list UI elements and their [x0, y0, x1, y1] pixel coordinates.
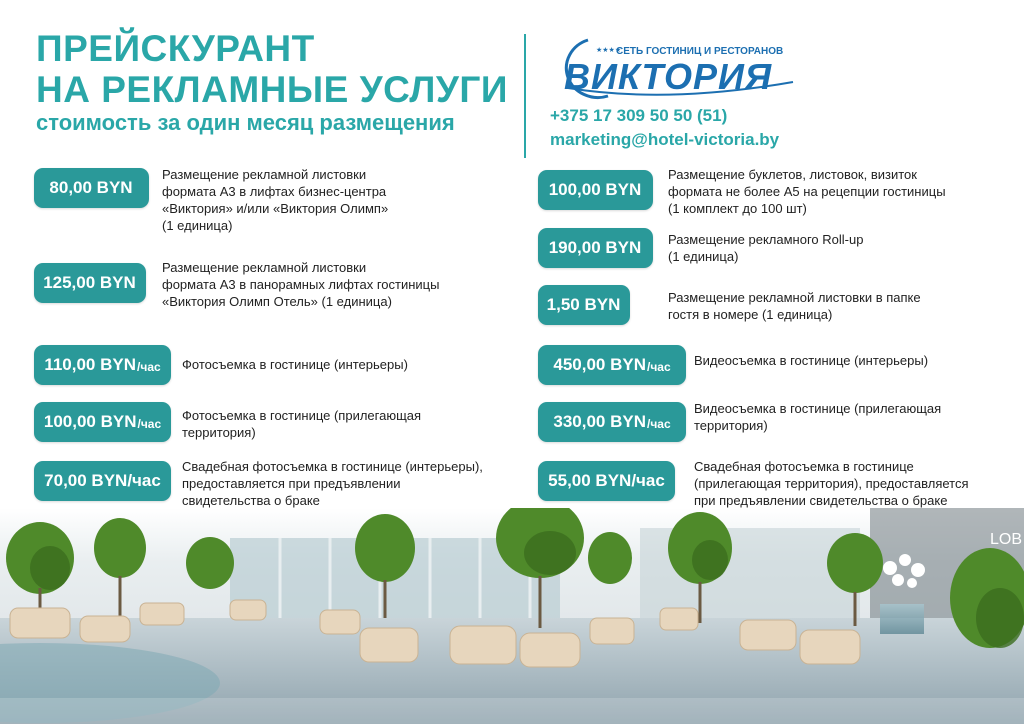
brand-tagline: СЕТЬ ГОСТИНИЦ И РЕСТОРАНОВ — [616, 46, 784, 57]
price-value: 70,00 BYN — [44, 471, 128, 490]
price-unit: /час — [646, 416, 671, 431]
price-badge — [538, 170, 653, 210]
price-badge — [34, 345, 171, 385]
service-description: Фотосъемка в гостинице (интерьеры) — [182, 357, 408, 372]
brand-name: ВИКТОРИЯ — [564, 56, 773, 97]
price-unit: /час — [137, 416, 162, 431]
price-badge — [34, 263, 146, 303]
price-value: 80,00 BYN — [49, 178, 133, 197]
price-badge — [34, 168, 149, 208]
service-description: Видеосъемка в гостинице (прилегающая территория) — [694, 401, 942, 433]
price-badge — [538, 402, 686, 442]
page-title — [36, 28, 508, 110]
lobby-sign-text: LOB — [990, 531, 1023, 548]
service-description: Размещение буклетов, листовок, визиток формата не более А5 на рецепции гостиницы (1 комплект до 100 шт) — [668, 167, 946, 216]
contact-phone[interactable]: +375 17 309 50 50 (51) — [550, 106, 728, 125]
price-badge — [538, 228, 653, 268]
price-value: 110,00 BYN — [44, 355, 137, 374]
hotel-stars: ★★★★ — [596, 47, 622, 54]
price-value: 1,50 BYN — [546, 295, 621, 314]
service-description: Фотосъемка в гостинице (прилегающая территория) — [182, 408, 422, 440]
hotel-lobby-photo — [0, 508, 1024, 724]
price-unit: /час — [631, 471, 665, 490]
service-description: Размещение рекламной листовки формата А3 в лифтах бизнес-центра «Виктория» и/или «Виктория Олимп» (1 единица) — [162, 167, 389, 233]
price-value: 450,00 BYN — [553, 355, 646, 374]
lobby-illustration — [0, 508, 1024, 724]
price-value: 55,00 BYN — [548, 471, 632, 490]
price-value: 190,00 BYN — [548, 238, 642, 257]
page-subtitle: стоимость за один месяц размещения — [36, 110, 455, 135]
price-value: 100,00 BYN — [43, 412, 137, 431]
contact-email[interactable]: marketing@hotel-victoria.by — [550, 130, 780, 149]
service-description: Размещение рекламной листовки в папке гостя в номере (1 единица) — [668, 290, 921, 322]
header-divider — [524, 34, 526, 158]
price-badge — [34, 402, 171, 442]
price-badge — [538, 285, 630, 325]
service-description: Свадебная фотосъемка в гостинице (интерьеры), предоставляется при предъявлении свидетельства о браке — [182, 459, 483, 508]
service-description: Видеосъемка в гостинице (интерьеры) — [694, 353, 929, 368]
price-unit: /час — [646, 359, 671, 374]
price-badge — [34, 461, 171, 501]
price-value: 100,00 BYN — [548, 180, 642, 199]
service-description: Размещение рекламной листовки формата А3 в панорамных лифтах гостиницы «Виктория Олимп Отель» (1 единица) — [162, 260, 440, 309]
price-badge — [538, 345, 686, 385]
brand-logo — [548, 34, 808, 100]
service-description: Размещение рекламного Roll-up (1 единица) — [668, 232, 864, 264]
price-unit: /час — [127, 471, 161, 490]
price-value: 125,00 BYN — [43, 273, 136, 292]
price-badge — [538, 461, 675, 501]
service-description: Свадебная фотосъемка в гостинице (прилегающая территория), предоставляется при предъявлении свидетельства о браке — [694, 459, 969, 508]
price-value: 330,00 BYN — [553, 412, 646, 431]
title-line-2: НА РЕКЛАМНЫЕ УСЛУГИ — [36, 69, 508, 110]
title-line-1: ПРЕЙСКУРАНТ — [36, 28, 315, 69]
price-unit: /час — [137, 359, 161, 374]
